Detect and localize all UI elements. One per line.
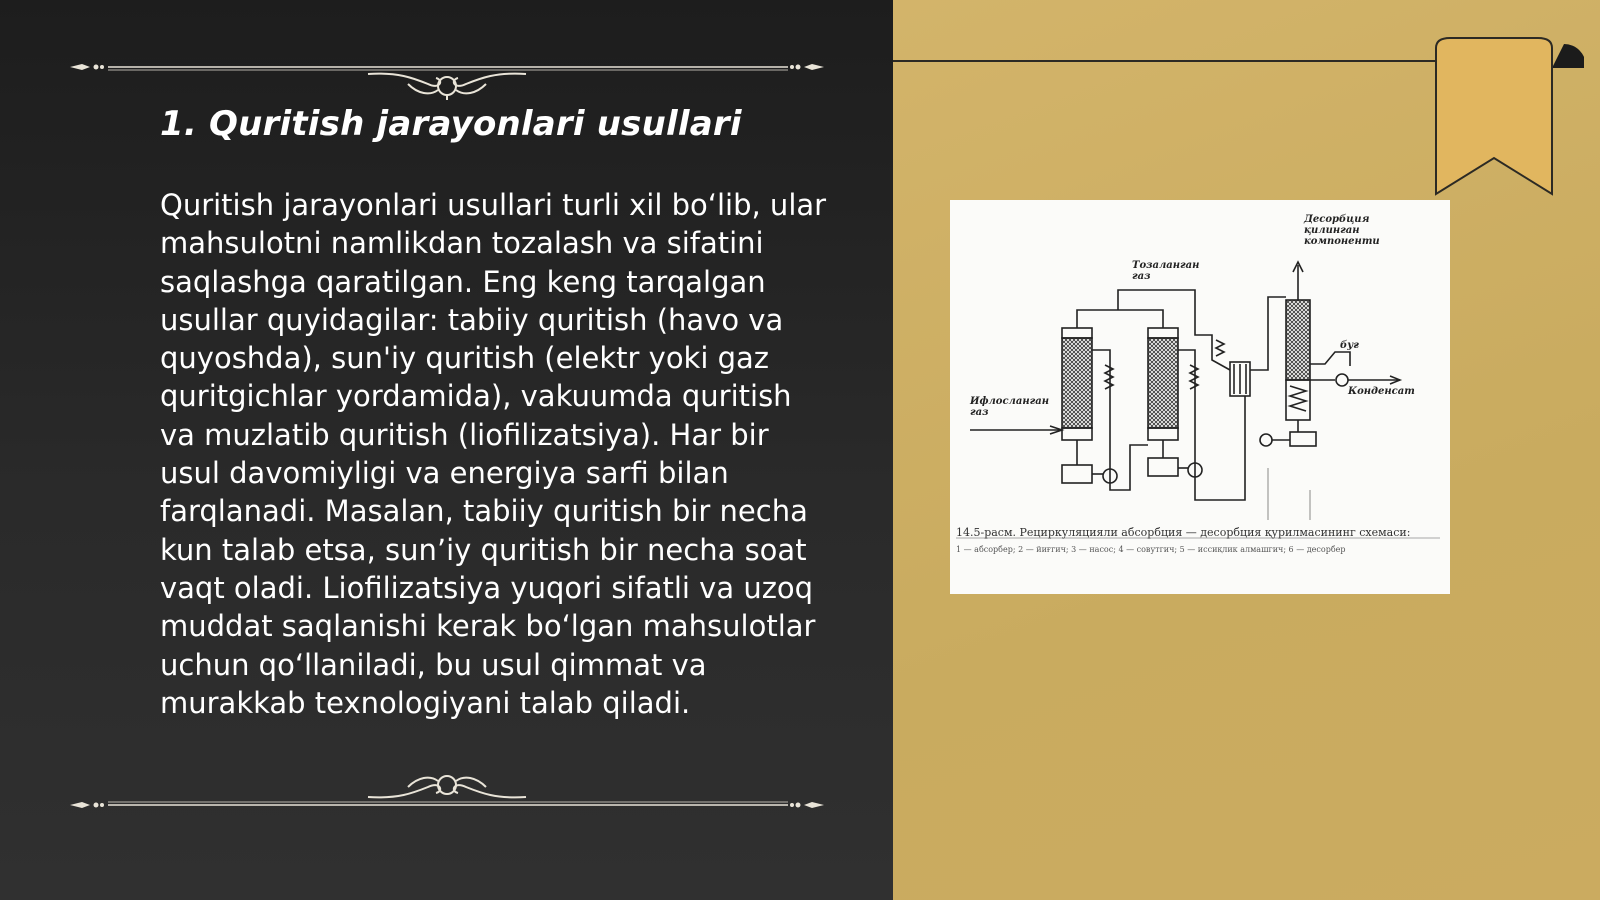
label-steam: буғ bbox=[1340, 340, 1359, 351]
label-cleaned-gas: Тозаланган газ bbox=[1132, 260, 1200, 282]
bottom-ornament bbox=[68, 775, 826, 825]
divider-line bbox=[893, 60, 1438, 62]
label-polluted-gas: Ифлосланган газ bbox=[970, 396, 1050, 418]
slide-title: 1. Quritish jarayonlari usullari bbox=[160, 104, 742, 144]
label-condensate: Конденсат bbox=[1348, 386, 1415, 397]
figure-legend: 1 — абсорбер; 2 — йиғгич; 3 — насос; 4 — совутгич; 5 — иссиқлик алмашгич; 6 — десорбер bbox=[956, 545, 1346, 554]
top-ornament bbox=[68, 50, 826, 100]
label-desorbed-component: Десорбция қилинган компоненти bbox=[1304, 214, 1380, 247]
bookmark-ribbon bbox=[1434, 34, 1584, 204]
slide-body-text: Quritish jarayonlari usullari turli xil bo‘lib, ular mahsulotni namlikdan tozalash va sifatini saqlashga qaratilgan. Eng keng tarqalgan usullar quyidagilar: tabiiy quritish (havo va quyoshda), sun'iy quritish (elektr yoki gaz quritgichlar yordamida), vakuumda quritish va muzlatib quritish (liofilizatsiya). Har bir usul davomiyligi va energiya sarfi bilan farqlanadi. Masalan, tabiiy quritish bir necha kun talab etsa, sun’iy quritish bir necha soat vaqt oladi. Liofilizatsiya yuqori sifatli va uzoq muddat saqlanishi kerak bo‘lgan mahsulotlar uchun qo‘llaniladi, bu usul qimmat va murakkab texnologiyani talab qiladi. bbox=[160, 188, 827, 720]
absorption-diagram-image bbox=[950, 200, 1450, 594]
figure-caption: 14.5-расм. Рециркуляцияли абсорбция — десорбция қурилмасининг схемаси: bbox=[956, 526, 1411, 539]
